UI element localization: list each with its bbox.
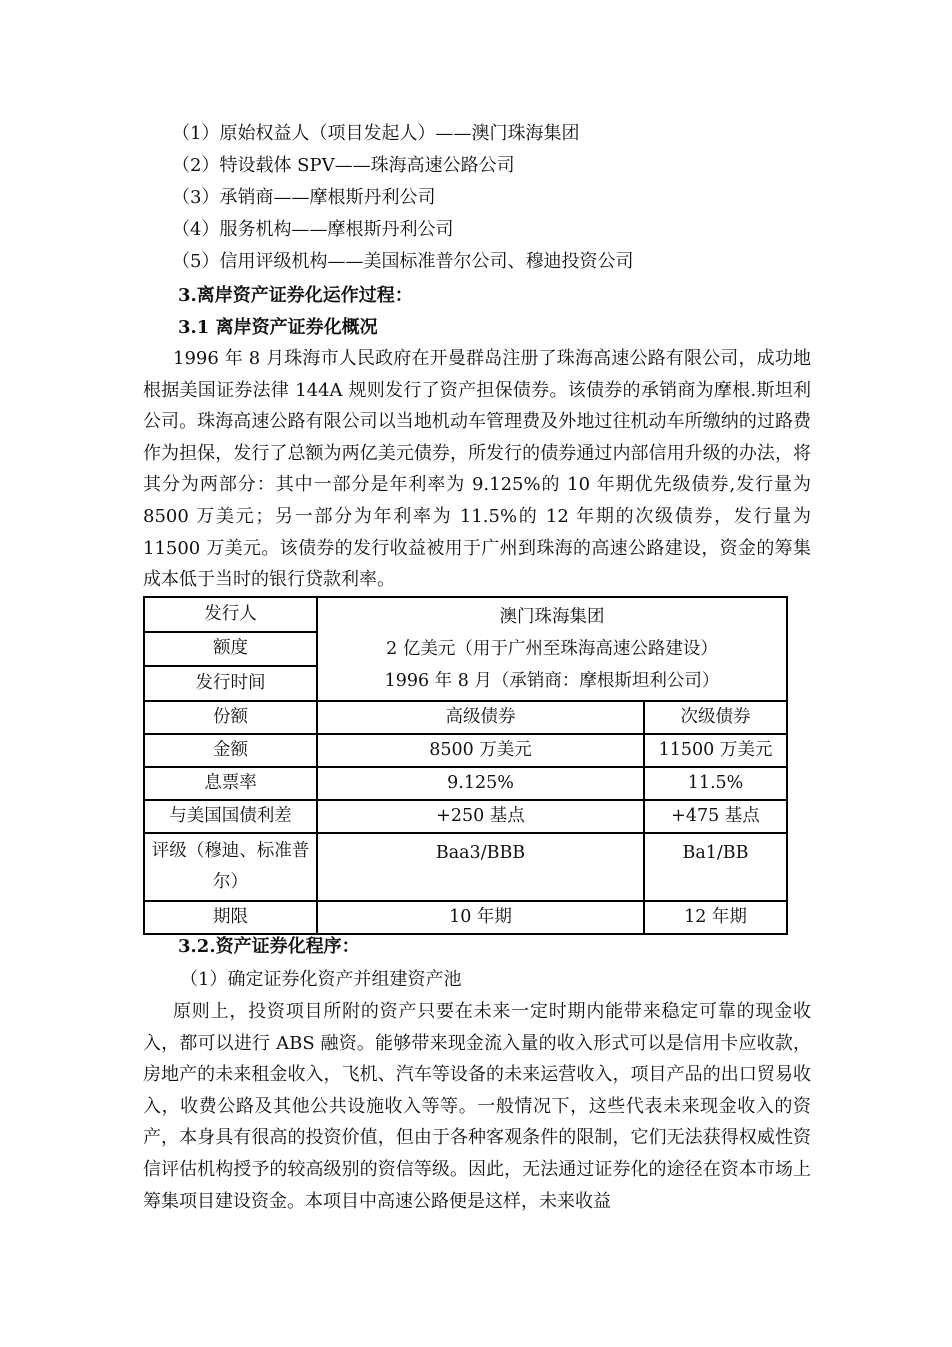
table-row: [144, 901, 787, 934]
table-label-cell: 额度: [144, 632, 317, 667]
step-heading: （1）确定证券化资产并组建资产池: [180, 969, 462, 990]
table-label-cell: 息票率: [144, 767, 317, 800]
table-row: [144, 767, 787, 800]
participant-item: （4）服务机构——摩根斯丹利公司: [172, 219, 454, 240]
table-label-cell: 份额: [144, 701, 317, 734]
table-row: [144, 701, 787, 734]
bond-terms-table: [143, 596, 788, 935]
issuer-value: 澳门珠海集团: [499, 607, 605, 627]
overview-paragraph: 1996 年 8 月珠海市人民政府在开曼群岛注册了珠海高速公路有限公司，成功地根据美国证券法律 144A 规则发行了资产担保债券。该债券的承销商为摩根.斯坦利公司。珠海高速公路有限公司以当地机动车管理费及外地过往机动车所缴纳的过路费作为担保，发行了总额为两亿美元债券，所发行的债券通过内部信用升级的办法，将其分为两部分：其中一部分是年利率为 9.125%的 10 年期优先级债券,发行量为 8500 万美元；另一部分为年利率为 11.5%的 12 年期的次级债券，发行量为 11500 万美元。该债券的发行收益被用于广州到珠海的高速公路建设，资金的筹集成本低于当时的银行贷款利率。: [143, 348, 811, 591]
table-row: [144, 833, 787, 901]
issue-summary-cell: [317, 597, 787, 701]
table-label-cell: 金额: [144, 734, 317, 767]
table-label-cell: 与美国国债利差: [144, 800, 317, 833]
senior-cell: 8500 万美元: [317, 734, 644, 767]
participant-item: （1）原始权益人（项目发起人）——澳门珠海集团: [172, 123, 580, 144]
junior-cell: 11500 万美元: [644, 734, 787, 767]
subsection-heading: 3.2.资产证券化程序：: [178, 936, 360, 957]
participant-item: （2）特设载体 SPV——珠海高速公路公司: [172, 155, 515, 176]
junior-cell: Ba1/BB: [644, 833, 787, 901]
senior-cell: +250 基点: [317, 800, 644, 833]
junior-cell: +475 基点: [644, 800, 787, 833]
table-row: [144, 800, 787, 833]
table-label-cell: 发行时间: [144, 666, 317, 701]
senior-cell: Baa3/BBB: [317, 833, 644, 901]
table-row: [144, 734, 787, 767]
table-label-cell: 发行人: [144, 597, 317, 632]
junior-cell: 11.5%: [644, 767, 787, 800]
table-label-cell: 期限: [144, 901, 317, 934]
senior-cell: 9.125%: [317, 767, 644, 800]
senior-cell: 10 年期: [317, 901, 644, 934]
senior-cell: 高级债券: [317, 701, 644, 734]
participant-item: （5）信用评级机构——美国标准普尔公司、穆迪投资公司: [172, 251, 634, 272]
table-label-cell: 评级（穆迪、标准普尔）: [144, 833, 317, 901]
section-heading: 3.离岸资产证券化运作过程：: [178, 285, 413, 306]
junior-cell: 次级债券: [644, 701, 787, 734]
step-paragraph: 原则上，投资项目所附的资产只要在未来一定时期内能带来稳定可靠的现金收入，都可以进行 ABS 融资。能够带来现金流入量的收入形式可以是信用卡应收款，房地产的未来租金收入，飞机、汽车等设备的未来运营收入，项目产品的出口贸易收入，收费公路及其他公共设施收入等等。一般情况下，这些代表未来现金收入的资产，本身具有很高的投资价值，但由于各种客观条件的限制，它们无法获得权威性资信评估机构授予的较高级别的资信等级。因此，无法通过证券化的途径在资本市场上筹集项目建设资金。本项目中高速公路便是这样，未来收益: [143, 1001, 811, 1212]
subsection-heading: 3.1 离岸资产证券化概况: [178, 317, 378, 338]
junior-cell: 12 年期: [644, 901, 787, 934]
participant-item: （3）承销商——摩根斯丹利公司: [172, 187, 436, 208]
date-value: 1996 年 8 月（承销商：摩根斯坦利公司）: [384, 671, 720, 691]
amount-value: 2 亿美元（用于广州至珠海高速公路建设）: [386, 639, 718, 659]
